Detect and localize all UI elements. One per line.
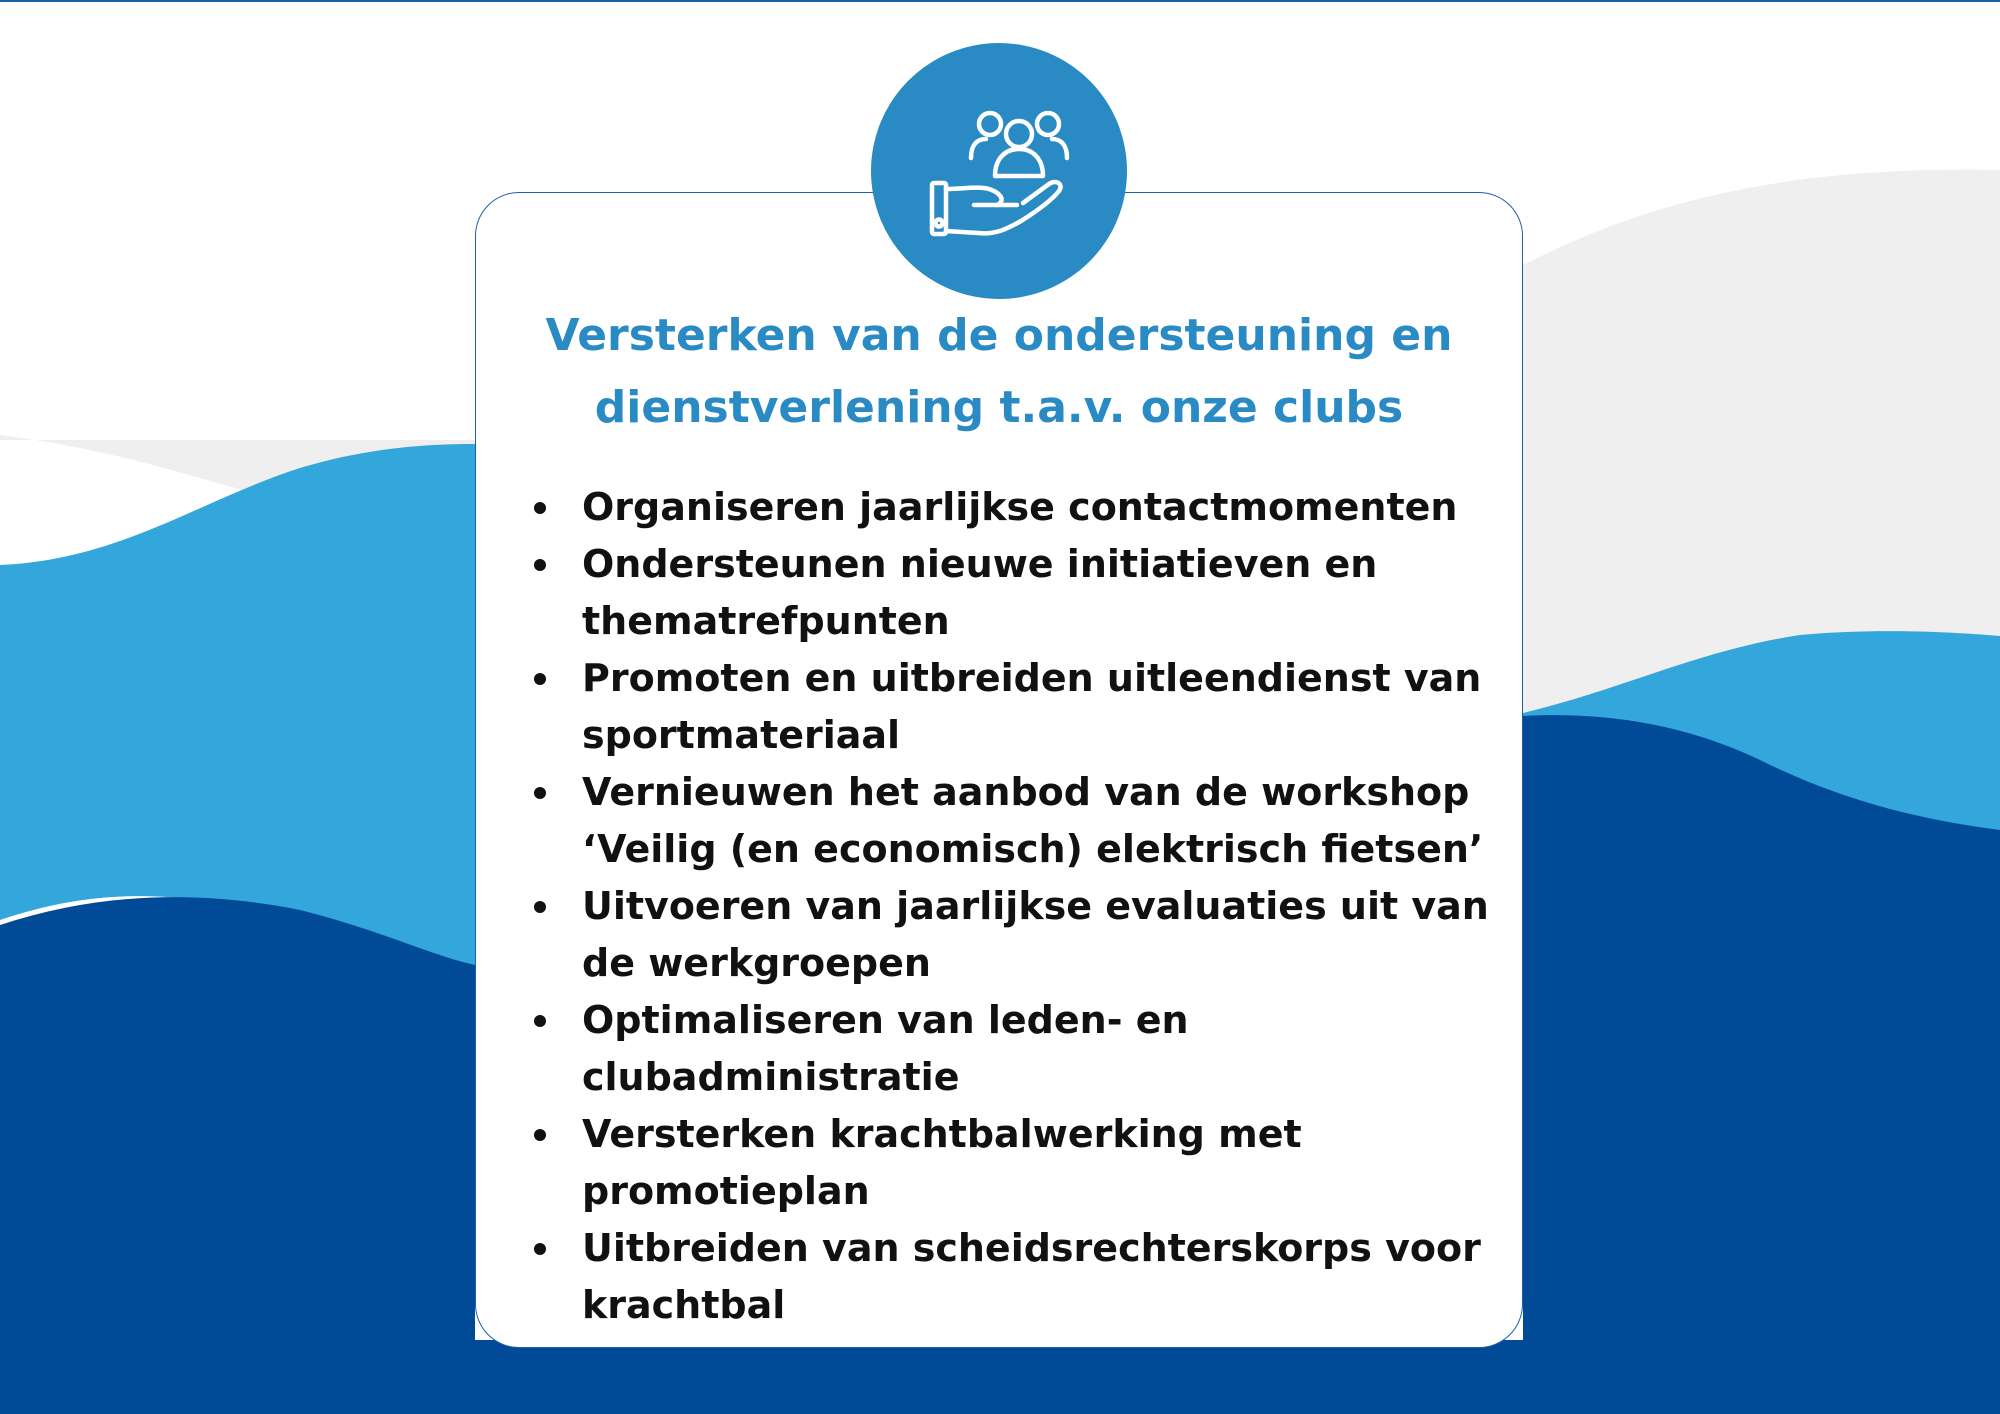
- list-item-text: ‘Veilig (en economisch) elektrisch fietsen’: [582, 827, 1484, 871]
- list-item-text: de werkgroepen: [582, 941, 931, 985]
- list-item-text: Vernieuwen het aanbod van de workshop: [582, 770, 1470, 814]
- card-title: [475, 300, 1523, 444]
- list-item: [528, 992, 1508, 1106]
- list-item: [528, 878, 1508, 992]
- bullet-icon: [534, 901, 546, 913]
- list-item-text: Versterken krachtbalwerking met: [582, 1112, 1302, 1156]
- list-item-text: Uitvoeren van jaarlijkse evaluaties uit van: [582, 884, 1489, 928]
- list-item-text: clubadministratie: [582, 1055, 960, 1099]
- bullet-icon: [534, 1129, 546, 1141]
- bullet-icon: [534, 502, 546, 514]
- icon-badge: [871, 43, 1127, 299]
- action-list: [528, 479, 1508, 1334]
- bullet-icon: [534, 559, 546, 571]
- bullet-icon: [534, 787, 546, 799]
- list-item-text: Uitbreiden van scheidsrechterskorps voor: [582, 1226, 1481, 1270]
- list-item-text: Optimaliseren van leden- en: [582, 998, 1189, 1042]
- list-item-text: Promoten en uitbreiden uitleendienst van: [582, 656, 1482, 700]
- bullet-icon: [534, 1015, 546, 1027]
- bullet-icon: [534, 1243, 546, 1255]
- list-item: [528, 536, 1508, 650]
- list-item-text: Organiseren jaarlijkse contactmomenten: [582, 485, 1458, 529]
- card-title-line: Versterken van de ondersteuning en: [545, 310, 1453, 361]
- list-item-text: thematrefpunten: [582, 599, 950, 643]
- list-item-text: krachtbal: [582, 1283, 786, 1327]
- helping-hand-with-people-icon: [871, 43, 1127, 299]
- list-item-text: promotieplan: [582, 1169, 870, 1213]
- list-item-text: Ondersteunen nieuwe initiatieven en: [582, 542, 1378, 586]
- list-item-text: sportmateriaal: [582, 713, 901, 757]
- card-title-line: dienstverlening t.a.v. onze clubs: [594, 382, 1404, 433]
- bullet-icon: [534, 673, 546, 685]
- list-item: [528, 764, 1508, 878]
- list-item: [528, 650, 1508, 764]
- list-item: [528, 479, 1508, 536]
- list-item: [528, 1220, 1508, 1334]
- list-item: [528, 1106, 1508, 1220]
